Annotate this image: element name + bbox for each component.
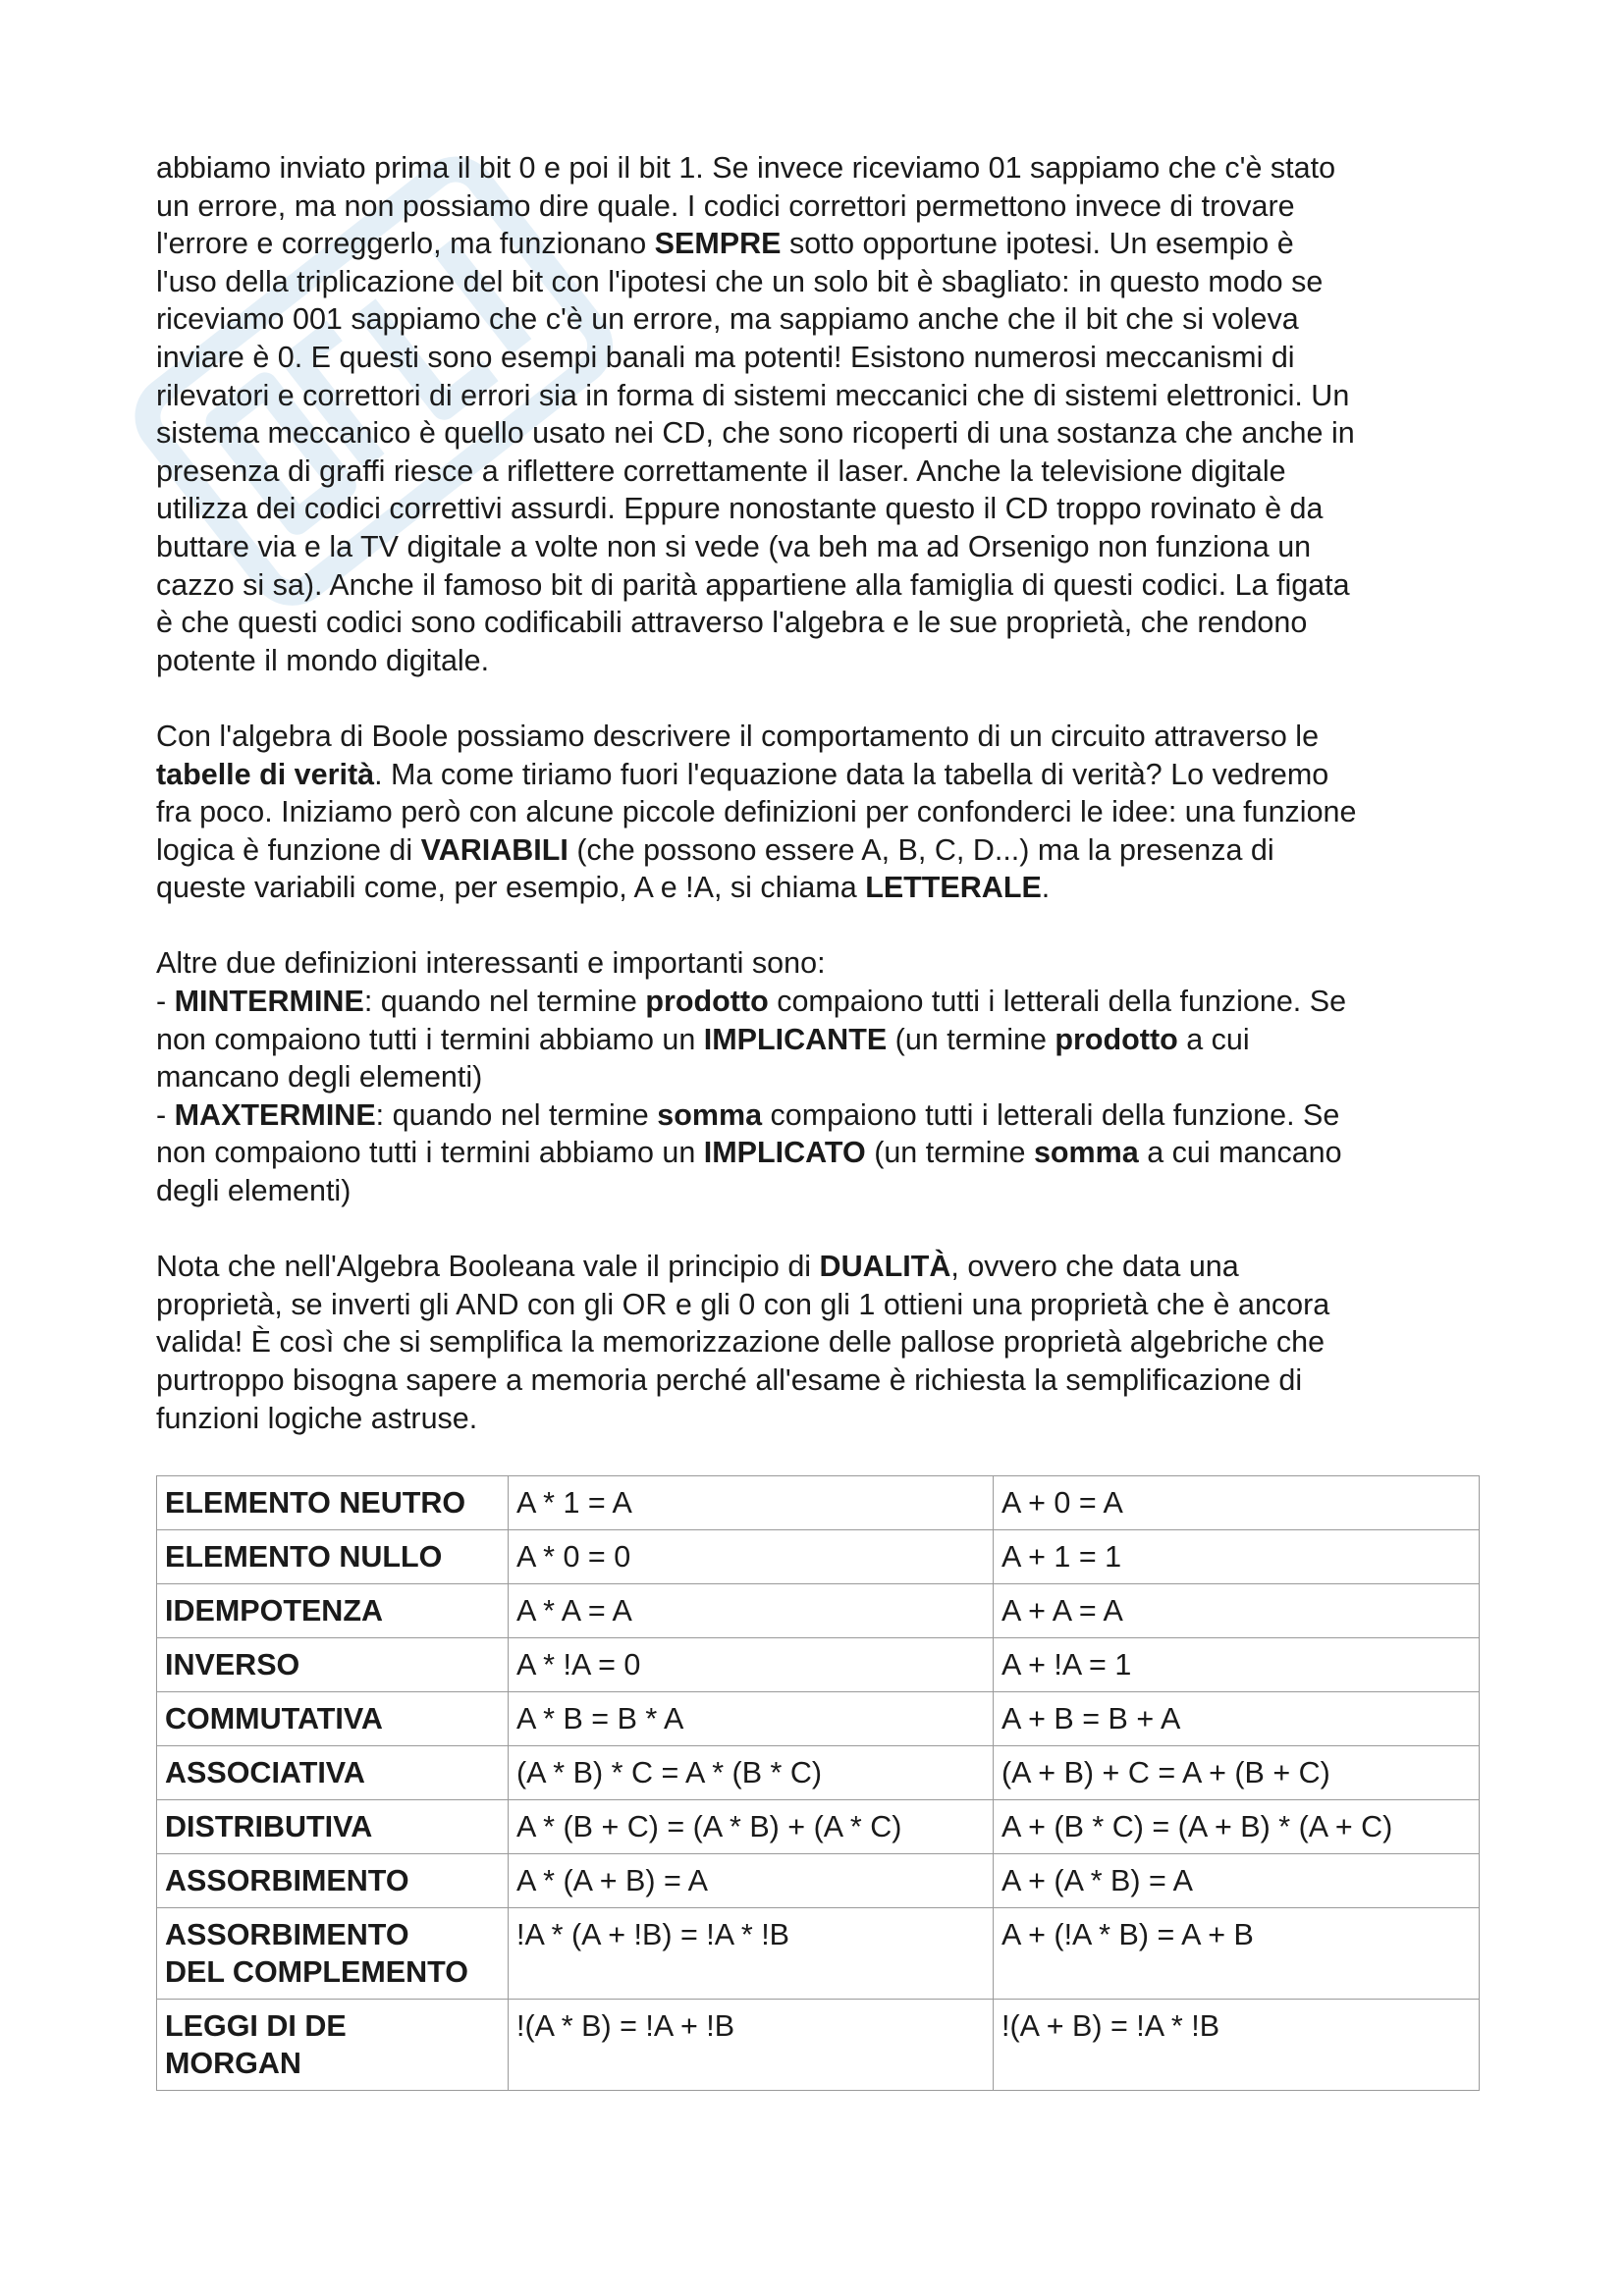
table-row [157, 1799, 1480, 1853]
and-form: A * (A + B) = A [509, 1853, 994, 1907]
or-form: A + (A * B) = A [994, 1853, 1480, 1907]
and-form: (A * B) * C = A * (B * C) [509, 1745, 994, 1799]
text-line [156, 1248, 1482, 1286]
bold-term: IMPLICANTE [703, 1022, 888, 1056]
text-segment: (che possono essere A, B, C, D...) ma la presenza di [568, 832, 1274, 867]
text-line: presenza di graffi riesce a riflettere correttamente il laser. Anche la televisione digitale [156, 454, 1286, 488]
text-line: funzioni logiche astruse. [156, 1401, 478, 1435]
text-segment: compaiono tutti i letterali della funzione. Se [762, 1097, 1340, 1132]
table-row [157, 1583, 1480, 1637]
or-form: A + (B * C) = (A + B) * (A + C) [994, 1799, 1480, 1853]
table-row [157, 1907, 1480, 1999]
boolean-properties-table [156, 1475, 1480, 2091]
text-line: cazzo si sa). Anche il famoso bit di parità appartiene alla famiglia di questi codici. La figata [156, 567, 1350, 602]
text-segment: : quando nel termine [363, 985, 646, 1019]
property-name [157, 1999, 509, 2090]
property-name: INVERSO [157, 1637, 509, 1691]
and-form: A * 0 = 0 [509, 1529, 994, 1583]
paragraph-boole-algebra [156, 718, 1482, 907]
table-row [157, 1853, 1480, 1907]
text-segment: , ovvero che data una [950, 1250, 1239, 1284]
property-name-line: DEL COMPLEMENTO [165, 1954, 468, 1989]
paragraph-error-codes [156, 149, 1482, 679]
bold-term: somma [1033, 1136, 1139, 1170]
text-line: un errore, ma non possiamo dire quale. I codici correttori permettono invece di trovare [156, 188, 1295, 223]
and-form: A * !A = 0 [509, 1637, 994, 1691]
text-line: purtroppo bisogna sapere a memoria perché all'esame è richiesta la semplificazione di [156, 1363, 1303, 1397]
text-line: buttare via e la TV digitale a volte non si vede (va beh ma ad Orsenigo non funziona un [156, 529, 1312, 563]
text-line: inviare è 0. E questi sono esempi banali ma potenti! Esistono numerosi meccanismi di [156, 340, 1295, 374]
text-segment: . Ma come tiriamo fuori l'equazione data la tabella di verità? Lo vedremo [374, 757, 1329, 791]
table-row [157, 1691, 1480, 1745]
text-line: potente il mondo digitale. [156, 643, 490, 677]
text-line: mancano degli elementi) [156, 1060, 483, 1095]
text-line: Altre due definizioni interessanti e importanti sono: [156, 946, 826, 981]
property-name: IDEMPOTENZA [157, 1583, 509, 1637]
text-segment: logica è funzione di [156, 832, 421, 867]
text-segment: a cui [1177, 1022, 1250, 1056]
text-segment: compaiono tutti i letterali della funzione. Se [768, 985, 1347, 1019]
bold-term: tabelle di verità [156, 757, 375, 791]
table-row [157, 1637, 1480, 1691]
and-form: !(A * B) = !A + !B [509, 1999, 994, 2090]
or-form: A + 0 = A [994, 1475, 1480, 1529]
property-name-line: LEGGI DI DE [165, 2008, 347, 2043]
text-line [156, 831, 1482, 870]
text-line [156, 756, 1482, 794]
property-name: DISTRIBUTIVA [157, 1799, 509, 1853]
text-line: valida! È così che si semplifica la memorizzazione delle pallose proprietà algebriche che [156, 1325, 1325, 1360]
text-segment: Nota che nell'Algebra Booleana vale il principio di [156, 1250, 820, 1284]
text-line [156, 1021, 1482, 1059]
text-segment: queste variabili come, per esempio, A e !A, si chiama [156, 871, 866, 905]
text-line: Con l'algebra di Boole possiamo descrivere il comportamento di un circuito attraverso le [156, 719, 1320, 753]
bold-term: IMPLICATO [703, 1136, 866, 1170]
and-form: A * A = A [509, 1583, 994, 1637]
text-line [156, 1096, 1482, 1135]
or-form: A + B = B + A [994, 1691, 1480, 1745]
paragraph-duality [156, 1248, 1482, 1437]
text-line: proprietà, se inverti gli AND con gli OR e gli 0 con gli 1 ottieni una proprietà che è ancora [156, 1287, 1330, 1321]
text-segment: (un termine [865, 1136, 1034, 1170]
property-name-line: ASSORBIMENTO [165, 1917, 409, 1951]
text-line: è che questi codici sono codificabili attraverso l'algebra e le sue proprietà, che rendono [156, 606, 1308, 640]
table-row [157, 1529, 1480, 1583]
text-line [156, 1134, 1482, 1172]
and-form: A * (B + C) = (A * B) + (A * C) [509, 1799, 994, 1853]
and-form: !A * (A + !B) = !A * !B [509, 1907, 994, 1999]
text-line: riceviamo 001 sappiamo che c'è un errore, ma sappiamo anche che il bit che si voleva [156, 302, 1299, 337]
and-form: A * 1 = A [509, 1475, 994, 1529]
bold-term: MINTERMINE [174, 985, 364, 1019]
table-row [157, 1999, 1480, 2090]
text-line: degli elementi) [156, 1174, 352, 1208]
text-segment: (un termine [887, 1022, 1055, 1056]
and-form: A * B = B * A [509, 1691, 994, 1745]
or-form: A + !A = 1 [994, 1637, 1480, 1691]
bold-term: DUALITÀ [819, 1250, 951, 1284]
paragraph-definitions [156, 944, 1482, 1209]
property-name: ELEMENTO NEUTRO [157, 1475, 509, 1529]
text-segment: a cui mancano [1138, 1136, 1342, 1170]
text-line: fra poco. Iniziamo però con alcune piccole definizioni per confonderci le idee: una funzione [156, 795, 1357, 829]
or-form: A + A = A [994, 1583, 1480, 1637]
text-segment: sotto opportune ipotesi. Un esempio è [781, 227, 1294, 261]
bold-term: VARIABILI [420, 832, 568, 867]
or-form: A + 1 = 1 [994, 1529, 1480, 1583]
table-row [157, 1745, 1480, 1799]
text-line: abbiamo inviato prima il bit 0 e poi il bit 1. Se invece riceviamo 01 sappiamo che c'è stato [156, 151, 1336, 185]
text-line [156, 869, 1482, 907]
or-form: !(A + B) = !A * !B [994, 1999, 1480, 2090]
or-form: (A + B) + C = A + (B + C) [994, 1745, 1480, 1799]
text-segment: : quando nel termine [375, 1097, 658, 1132]
table-row [157, 1475, 1480, 1529]
text-segment: non compaiono tutti i termini abbiamo un [156, 1136, 704, 1170]
bold-term: LETTERALE [865, 871, 1042, 905]
property-name: ELEMENTO NULLO [157, 1529, 509, 1583]
or-form: A + (!A * B) = A + B [994, 1907, 1480, 1999]
property-name: COMMUTATIVA [157, 1691, 509, 1745]
text-line: sistema meccanico è quello usato nei CD, che sono ricoperti di una sostanza che anche in [156, 416, 1355, 451]
text-segment: non compaiono tutti i termini abbiamo un [156, 1022, 704, 1056]
text-segment: . [1041, 871, 1051, 905]
property-name-line: MORGAN [165, 2046, 301, 2080]
bold-term: SEMPRE [654, 227, 782, 261]
bold-term: MAXTERMINE [174, 1097, 376, 1132]
text-line [156, 225, 1482, 263]
text-line: rilevatori e correttori di errori sia in forma di sistemi meccanici che di sistemi elettronici. Un [156, 378, 1350, 412]
text-line: l'uso della triplicazione del bit con l'ipotesi che un solo bit è sbagliato: in questo modo se [156, 264, 1324, 298]
text-segment: l'errore e correggerlo, ma funzionano [156, 227, 655, 261]
text-line [156, 983, 1482, 1021]
property-name: ASSORBIMENTO [157, 1853, 509, 1907]
bold-term: prodotto [645, 985, 769, 1019]
property-name: ASSOCIATIVA [157, 1745, 509, 1799]
text-segment: - [156, 1097, 175, 1132]
text-segment: - [156, 985, 175, 1019]
document-body [156, 149, 1482, 2091]
bold-term: somma [657, 1097, 763, 1132]
bold-term: prodotto [1055, 1022, 1178, 1056]
property-name [157, 1907, 509, 1999]
text-line: utilizza dei codici correttivi assurdi. Eppure nonostante questo il CD troppo rovinato è da [156, 492, 1324, 526]
